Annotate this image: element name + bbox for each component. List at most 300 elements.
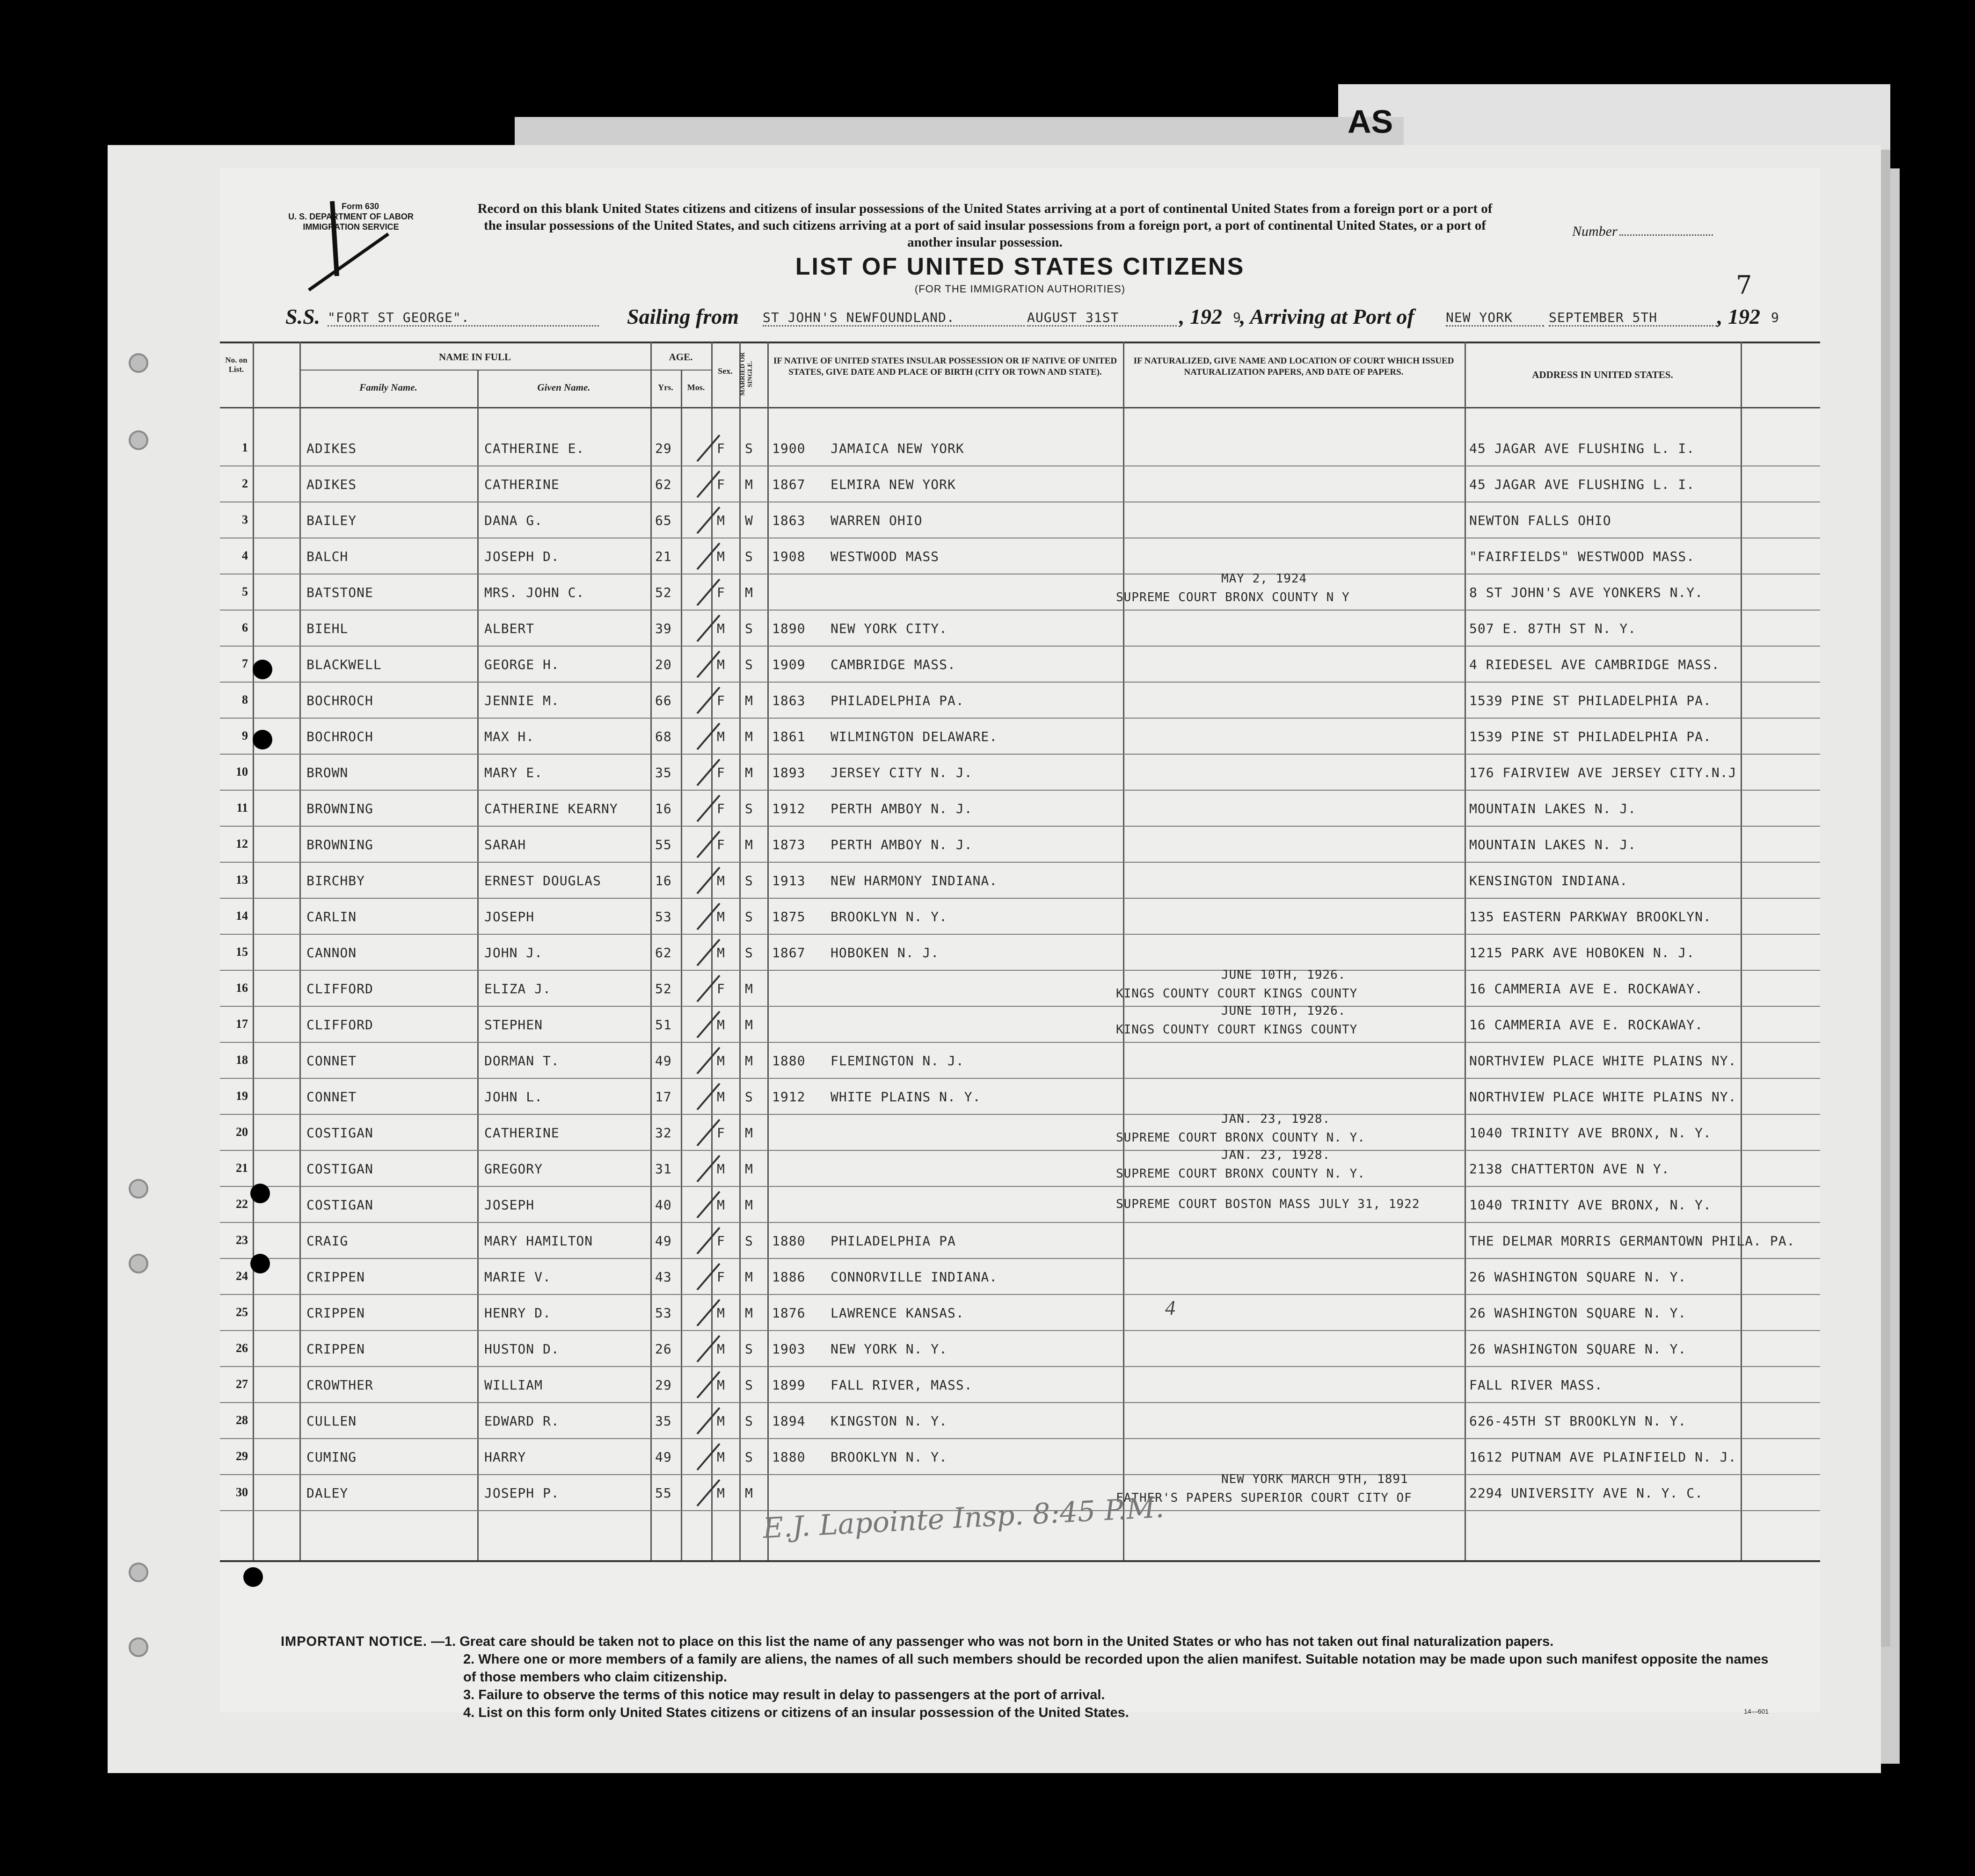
birth-year-cell: 1893 <box>772 765 806 780</box>
table-row <box>220 1259 1820 1295</box>
address-cell: 8 ST JOHN'S AVE YONKERS N.Y. <box>1469 585 1704 600</box>
age-tick-mark <box>692 1117 725 1149</box>
table-row <box>220 1439 1820 1475</box>
row-number: 28 <box>236 1413 248 1427</box>
page-number-handwritten: 7 <box>1736 270 1752 300</box>
age-tick-mark <box>692 684 725 717</box>
row-number: 25 <box>236 1305 248 1319</box>
edge-punch-hole <box>0 374 20 394</box>
family-name-cell: ADIKES <box>306 477 357 492</box>
sex-cell: M <box>717 1017 725 1033</box>
address-cell: NORTHVIEW PLACE WHITE PLAINS NY. <box>1469 1089 1737 1105</box>
form-number: Form 630 <box>341 202 379 211</box>
row-number: 5 <box>242 585 248 598</box>
address-cell: 626-45TH ST BROOKLYN N. Y. <box>1469 1413 1687 1429</box>
age-tick-mark <box>692 937 725 969</box>
birth-place-cell: WILMINGTON DELAWARE. <box>831 729 998 744</box>
col-header-yrs: Yrs. <box>658 383 673 392</box>
family-name-cell: CANNON <box>306 945 357 960</box>
age-tick-mark <box>692 756 725 789</box>
age-cell: 35 <box>655 765 672 780</box>
naturalization-court-cell: SUPREME COURT BOSTON MASS JULY 31, 1922 <box>1116 1197 1420 1211</box>
row-number: 18 <box>236 1053 248 1067</box>
row-number: 10 <box>236 765 248 778</box>
corner-tab-label: AS <box>1348 103 1393 140</box>
age-cell: 39 <box>655 621 672 636</box>
row-number: 21 <box>236 1161 248 1175</box>
table-row <box>220 1367 1820 1403</box>
address-cell: 1215 PARK AVE HOBOKEN N. J. <box>1469 945 1695 960</box>
col-header-name-in-full: NAME IN FULL <box>438 351 511 363</box>
given-name-cell: MARY HAMILTON <box>484 1233 593 1249</box>
page-title: LIST OF UNITED STATES CITIZENS <box>795 253 1245 280</box>
table-row <box>220 1187 1820 1223</box>
print-code: 14—601 <box>1744 1708 1769 1715</box>
header-bottom-rule <box>220 407 1820 408</box>
naturalization-court-cell: SUPREME COURT BRONX COUNTY N. Y. <box>1116 1167 1365 1181</box>
family-name-cell: COSTIGAN <box>306 1197 373 1213</box>
table-row <box>220 574 1820 611</box>
family-name-cell: COSTIGAN <box>306 1125 373 1141</box>
marital-status-cell: W <box>745 513 753 528</box>
birth-year-cell: 1912 <box>772 801 806 816</box>
birth-year-cell: 1861 <box>772 729 806 744</box>
given-name-cell: DANA G. <box>484 513 543 528</box>
given-name-cell: CATHERINE <box>484 477 560 492</box>
table-row <box>220 683 1820 719</box>
marital-status-cell: S <box>745 657 753 672</box>
sex-cell: M <box>717 909 725 924</box>
age-tick-mark <box>692 540 725 573</box>
department-label: U. S. DEPARTMENT OF LABOR <box>288 212 414 221</box>
birth-place-cell: NEW YORK CITY. <box>831 621 948 636</box>
notice-heading: IMPORTANT NOTICE. <box>281 1634 427 1649</box>
marital-status-cell: M <box>745 1197 753 1213</box>
col-header-married: MARRIED OR SINGLE. <box>739 352 754 396</box>
age-tick-mark <box>692 1009 725 1041</box>
birth-place-cell: PERTH AMBOY N. J. <box>831 801 973 816</box>
row-number: 1 <box>242 441 248 454</box>
sex-cell: F <box>717 1269 725 1285</box>
arriving-port: NEW YORK <box>1446 310 1544 327</box>
marital-status-cell: S <box>745 621 753 636</box>
age-cell: 49 <box>655 1233 672 1249</box>
naturalization-date-cell: JAN. 23, 1928. <box>1221 1148 1331 1162</box>
given-name-cell: JOHN J. <box>484 945 543 960</box>
punch-mark <box>253 730 272 749</box>
sex-cell: F <box>717 441 725 456</box>
marital-status-cell: M <box>745 1017 753 1033</box>
table-row <box>220 1148 1820 1187</box>
family-name-cell: CRAIG <box>306 1233 349 1249</box>
birth-place-cell: ELMIRA NEW YORK <box>831 477 956 492</box>
marital-status-cell: S <box>745 1413 753 1429</box>
given-name-cell: JENNIE M. <box>484 693 560 708</box>
sex-cell: M <box>717 1053 725 1069</box>
age-tick-mark <box>692 829 725 861</box>
sailing-from-label: Sailing from <box>627 305 739 328</box>
row-number: 7 <box>242 657 248 670</box>
birth-year-cell: 1886 <box>772 1269 806 1285</box>
marital-status-cell: M <box>745 693 753 708</box>
row-number: 9 <box>242 729 248 742</box>
marital-status-cell: M <box>745 729 753 744</box>
age-cell: 62 <box>655 477 672 492</box>
table-row <box>220 430 1820 466</box>
naturalization-court-cell: SUPREME COURT BRONX COUNTY N. Y. <box>1116 1131 1365 1145</box>
row-number: 11 <box>236 801 248 814</box>
table-row <box>220 1295 1820 1331</box>
row-number: 8 <box>242 693 248 706</box>
birth-place-cell: BROOKLYN N. Y. <box>831 909 948 924</box>
sex-cell: M <box>717 1197 725 1213</box>
birth-year-cell: 1863 <box>772 513 806 528</box>
sex-cell: F <box>717 981 725 996</box>
age-tick-mark <box>692 468 725 501</box>
marital-status-cell: M <box>745 1161 753 1177</box>
age-tick-mark <box>692 1153 725 1185</box>
row-number: 24 <box>236 1269 248 1283</box>
sex-cell: M <box>717 1377 725 1393</box>
age-tick-mark <box>692 1333 725 1366</box>
address-cell: 45 JAGAR AVE FLUSHING L. I. <box>1469 441 1695 456</box>
sex-cell: M <box>717 621 725 636</box>
sex-cell: F <box>717 693 725 708</box>
age-tick-mark <box>692 612 725 645</box>
marital-status-cell: M <box>745 477 753 492</box>
sex-cell: M <box>717 1161 725 1177</box>
age-tick-mark <box>692 1081 725 1113</box>
birth-place-cell: JAMAICA NEW YORK <box>831 441 964 456</box>
family-name-cell: CONNET <box>306 1089 357 1105</box>
table-row <box>220 899 1820 935</box>
birth-year-cell: 1909 <box>772 657 806 672</box>
given-name-cell: STEPHEN <box>484 1017 543 1033</box>
number-field <box>1572 224 1727 240</box>
given-name-cell: JOHN L. <box>484 1089 543 1105</box>
birth-place-cell: HOBOKEN N. J. <box>831 945 940 960</box>
address-cell: 1612 PUTNAM AVE PLAINFIELD N. J. <box>1469 1449 1737 1465</box>
address-cell: 2138 CHATTERTON AVE N Y. <box>1469 1161 1670 1177</box>
age-tick-mark <box>692 1441 725 1474</box>
stray-handwritten-mark: 4 <box>1165 1296 1175 1319</box>
birth-year-cell: 1908 <box>772 549 806 564</box>
age-tick-mark <box>692 1297 725 1330</box>
given-name-cell: CATHERINE <box>484 1125 560 1141</box>
given-name-cell: MAX H. <box>484 729 535 744</box>
family-name-cell: BIRCHBY <box>306 873 365 888</box>
edge-punch-hole <box>0 402 20 422</box>
sex-cell: F <box>717 1233 725 1249</box>
row-number: 23 <box>236 1233 248 1247</box>
row-number: 19 <box>236 1089 248 1103</box>
family-name-cell: CLIFFORD <box>306 981 373 996</box>
age-tick-mark <box>692 648 725 681</box>
marital-status-cell: M <box>745 585 753 600</box>
family-name-cell: COSTIGAN <box>306 1161 373 1177</box>
age-cell: 53 <box>655 909 672 924</box>
family-name-cell: CRIPPEN <box>306 1305 365 1321</box>
address-cell: 1040 TRINITY AVE BRONX, N. Y. <box>1469 1125 1712 1141</box>
row-number: 27 <box>236 1377 248 1391</box>
age-tick-mark <box>692 1045 725 1077</box>
birth-place-cell: PHILADELPHIA PA. <box>831 693 964 708</box>
table-row <box>220 647 1820 683</box>
birth-place-cell: FLEMINGTON N. J. <box>831 1053 964 1069</box>
birth-year-cell: 1867 <box>772 477 806 492</box>
age-cell: 16 <box>655 873 672 888</box>
family-name-cell: BOCHROCH <box>306 729 373 744</box>
birth-place-cell: JERSEY CITY N. J. <box>831 765 973 780</box>
punch-mark <box>250 1254 270 1273</box>
marital-status-cell: M <box>745 1485 753 1501</box>
age-cell: 51 <box>655 1017 672 1033</box>
notice-block <box>281 1633 1778 1651</box>
birth-place-cell: NEW YORK N. Y. <box>831 1341 948 1357</box>
col-header-age: AGE. <box>669 351 693 363</box>
row-number: 12 <box>236 837 248 851</box>
sailing-port: ST JOHN'S NEWFOUNDLAND. <box>763 310 1025 327</box>
address-cell: 507 E. 87TH ST N. Y. <box>1469 621 1637 636</box>
address-cell: NEWTON FALLS OHIO <box>1469 513 1611 528</box>
family-name-cell: CULLEN <box>306 1413 357 1429</box>
address-cell: THE DELMAR MORRIS GERMANTOWN PHILA. PA. <box>1469 1233 1795 1249</box>
age-cell: 49 <box>655 1053 672 1069</box>
marital-status-cell: S <box>745 873 753 888</box>
naturalization-date-cell: JUNE 10TH, 1926. <box>1221 968 1346 982</box>
birth-place-cell: PERTH AMBOY N. J. <box>831 837 973 852</box>
age-tick-mark <box>692 504 725 537</box>
age-tick-mark <box>692 432 725 465</box>
row-number: 4 <box>242 549 248 562</box>
age-cell: 65 <box>655 513 672 528</box>
sex-cell: M <box>717 1449 725 1465</box>
age-cell: 52 <box>655 981 672 996</box>
age-cell: 52 <box>655 585 672 600</box>
given-name-cell: GEORGE H. <box>484 657 560 672</box>
notice-item-4: 4. List on this form only United States citizens or citizens of an insular possession of the United States. <box>463 1705 1129 1720</box>
birth-year-cell: 1890 <box>772 621 806 636</box>
family-name-cell: BAILEY <box>306 513 357 528</box>
marital-status-cell: S <box>745 1341 753 1357</box>
family-name-cell: DALEY <box>306 1485 349 1501</box>
row-number: 6 <box>242 621 248 634</box>
row-number: 15 <box>236 945 248 959</box>
address-cell: FALL RIVER MASS. <box>1469 1377 1603 1393</box>
address-cell: 45 JAGAR AVE FLUSHING L. I. <box>1469 477 1695 492</box>
age-tick-mark <box>692 576 725 609</box>
given-name-cell: JOSEPH <box>484 909 535 924</box>
age-cell: 31 <box>655 1161 672 1177</box>
naturalization-date-cell: JAN. 23, 1928. <box>1221 1112 1331 1126</box>
given-name-cell: JOSEPH <box>484 1197 535 1213</box>
inspector-signature: E.J. Lapointe Insp. 8:45 P.M. <box>762 1491 1165 1545</box>
address-cell: 1539 PINE ST PHILADELPHIA PA. <box>1469 729 1712 744</box>
given-name-cell: SARAH <box>484 837 526 852</box>
age-cell: 16 <box>655 801 672 816</box>
col-header-naturalized: IF NATURALIZED, GIVE NAME AND LOCATION OF COURT WHICH ISSUED NATURALIZATION PAPERS, AND DATE OF PAPERS. <box>1133 356 1454 377</box>
binder-hole <box>129 353 148 373</box>
row-number: 17 <box>236 1017 248 1031</box>
family-name-cell: ADIKES <box>306 441 357 456</box>
age-tick-mark <box>692 1225 725 1258</box>
punch-mark <box>243 1567 263 1587</box>
row-number: 20 <box>236 1125 248 1139</box>
row-number: 22 <box>236 1197 248 1211</box>
row-number: 3 <box>242 513 248 526</box>
row-number: 14 <box>236 909 248 923</box>
row-number: 13 <box>236 873 248 887</box>
birth-place-cell: WESTWOOD MASS <box>831 549 940 564</box>
table-row <box>220 1223 1820 1259</box>
address-cell: MOUNTAIN LAKES N. J. <box>1469 837 1637 852</box>
given-name-cell: MRS. JOHN C. <box>484 585 585 600</box>
family-name-cell: CONNET <box>306 1053 357 1069</box>
service-label: IMMIGRATION SERVICE <box>303 222 399 232</box>
birth-place-cell: FALL RIVER, MASS. <box>831 1377 973 1393</box>
table-row <box>220 611 1820 647</box>
given-name-cell: WILLIAM <box>484 1377 543 1393</box>
sailing-date: AUGUST 31ST <box>1027 310 1177 327</box>
row-number: 26 <box>236 1341 248 1355</box>
record-instructions: Record on this blank United States citizens and citizens of insular possessions of the United States arriving at a port of continental United States from a foreign port or a port of the insular possessions of the United States, and such citizens arriving at a port of said insular possessions from a foreign port, a port of continental United States, or a port of another insular possession. <box>477 201 1493 250</box>
table-row <box>220 968 1820 1007</box>
family-name-cell: BATSTONE <box>306 585 373 600</box>
family-name-cell: BIEHL <box>306 621 349 636</box>
col-header-no: No. on List. <box>225 356 248 374</box>
given-name-cell: DORMAN T. <box>484 1053 560 1069</box>
age-cell: 68 <box>655 729 672 744</box>
age-cell: 49 <box>655 1449 672 1465</box>
family-name-cell: CRIPPEN <box>306 1269 365 1285</box>
birth-year-cell: 1867 <box>772 945 806 960</box>
age-tick-mark <box>692 1405 725 1438</box>
address-cell: KENSINGTON INDIANA. <box>1469 873 1628 888</box>
address-cell: 26 WASHINGTON SQUARE N. Y. <box>1469 1305 1687 1321</box>
given-name-cell: JOSEPH D. <box>484 549 560 564</box>
family-name-cell: CRIPPEN <box>306 1341 365 1357</box>
given-name-cell: HARRY <box>484 1449 526 1465</box>
birth-place-cell: KINGSTON N. Y. <box>831 1413 948 1429</box>
table-row <box>220 1331 1820 1367</box>
address-cell: 135 EASTERN PARKWAY BROOKLYN. <box>1469 909 1712 924</box>
address-cell: 26 WASHINGTON SQUARE N. Y. <box>1469 1269 1687 1285</box>
given-name-cell: CATHERINE KEARNY <box>484 801 618 816</box>
table-row <box>220 863 1820 899</box>
age-cell: 20 <box>655 657 672 672</box>
age-tick-mark <box>692 1261 725 1294</box>
birth-year-cell: 1863 <box>772 693 806 708</box>
given-name-cell: HENRY D. <box>484 1305 551 1321</box>
col-header-family-name: Family Name. <box>359 382 417 393</box>
ship-name: "FORT ST GEORGE". <box>328 310 599 327</box>
table-row <box>220 502 1820 538</box>
sex-cell: F <box>717 1125 725 1141</box>
age-cell: 21 <box>655 549 672 564</box>
col-header-sex: Sex. <box>718 366 733 376</box>
given-name-cell: ELIZA J. <box>484 981 551 996</box>
sex-cell: M <box>717 873 725 888</box>
sex-cell: F <box>717 765 725 780</box>
col-header-given-name: Given Name. <box>537 382 590 393</box>
age-tick-mark <box>692 865 725 897</box>
birth-year-cell: 1880 <box>772 1233 806 1249</box>
table-row <box>220 1403 1820 1439</box>
age-cell: 29 <box>655 1377 672 1393</box>
table-row <box>220 719 1820 755</box>
binder-hole <box>129 430 148 450</box>
family-name-cell: BROWNING <box>306 837 373 852</box>
family-name-cell: BROWNING <box>306 801 373 816</box>
age-tick-mark <box>692 1369 725 1402</box>
birth-year-cell: 1876 <box>772 1305 806 1321</box>
marital-status-cell: S <box>745 441 753 456</box>
table-row <box>220 1043 1820 1079</box>
marital-status-cell: S <box>745 1377 753 1393</box>
birth-year-cell: 1903 <box>772 1341 806 1357</box>
notice-item-3: 3. Failure to observe the terms of this notice may result in delay to passengers at the port of arrival. <box>463 1687 1105 1702</box>
sex-cell: F <box>717 477 725 492</box>
table-row <box>220 466 1820 502</box>
sex-cell: M <box>717 513 725 528</box>
age-cell: 55 <box>655 1485 672 1501</box>
birth-place-cell: PHILADELPHIA PA <box>831 1233 956 1249</box>
sailing-year: 9 <box>1233 310 1241 325</box>
address-cell: 16 CAMMERIA AVE E. ROCKAWAY. <box>1469 981 1704 996</box>
row-number: 30 <box>236 1485 248 1499</box>
address-cell: 1539 PINE ST PHILADELPHIA PA. <box>1469 693 1712 708</box>
age-cell: 66 <box>655 693 672 708</box>
birth-place-cell: LAWRENCE KANSAS. <box>831 1305 964 1321</box>
given-name-cell: ALBERT <box>484 621 535 636</box>
birth-year-cell: 1900 <box>772 441 806 456</box>
marital-status-cell: M <box>745 765 753 780</box>
important-notice <box>281 1633 1778 1722</box>
row-number: 16 <box>236 981 248 995</box>
passenger-rows <box>220 430 1820 1549</box>
sex-cell: M <box>717 1089 725 1105</box>
sub-header-rule <box>299 370 711 371</box>
age-tick-mark <box>692 720 725 753</box>
marital-status-cell: M <box>745 1269 753 1285</box>
address-cell: 2294 UNIVERSITY AVE N. Y. C. <box>1469 1485 1704 1501</box>
sex-cell: M <box>717 1485 725 1501</box>
naturalization-court-cell: SUPREME COURT BRONX COUNTY N Y <box>1116 590 1350 604</box>
naturalization-date-cell: JUNE 10TH, 1926. <box>1221 1004 1346 1018</box>
given-name-cell: HUSTON D. <box>484 1341 560 1357</box>
col-header-mos: Mos. <box>687 383 705 392</box>
naturalization-court-cell: KINGS COUNTY COURT KINGS COUNTY <box>1116 987 1358 1001</box>
arriving-year: 9 <box>1771 310 1779 325</box>
age-cell: 55 <box>655 837 672 852</box>
family-name-cell: CROWTHER <box>306 1377 373 1393</box>
table-row <box>220 791 1820 827</box>
given-name-cell: JOSEPH P. <box>484 1485 560 1501</box>
marital-status-cell: M <box>745 981 753 996</box>
sex-cell: F <box>717 585 725 600</box>
address-cell: 16 CAMMERIA AVE E. ROCKAWAY. <box>1469 1017 1704 1033</box>
sex-cell: M <box>717 1413 725 1429</box>
birth-year-cell: 1894 <box>772 1413 806 1429</box>
table-bottom-rule <box>220 1560 1820 1562</box>
sex-cell: M <box>717 549 725 564</box>
address-cell: 1040 TRINITY AVE BRONX, N. Y. <box>1469 1197 1712 1213</box>
table-row <box>220 827 1820 863</box>
punch-mark <box>250 1184 270 1203</box>
age-cell: 62 <box>655 945 672 960</box>
age-tick-mark <box>692 973 725 1005</box>
binder-hole <box>129 1637 148 1657</box>
